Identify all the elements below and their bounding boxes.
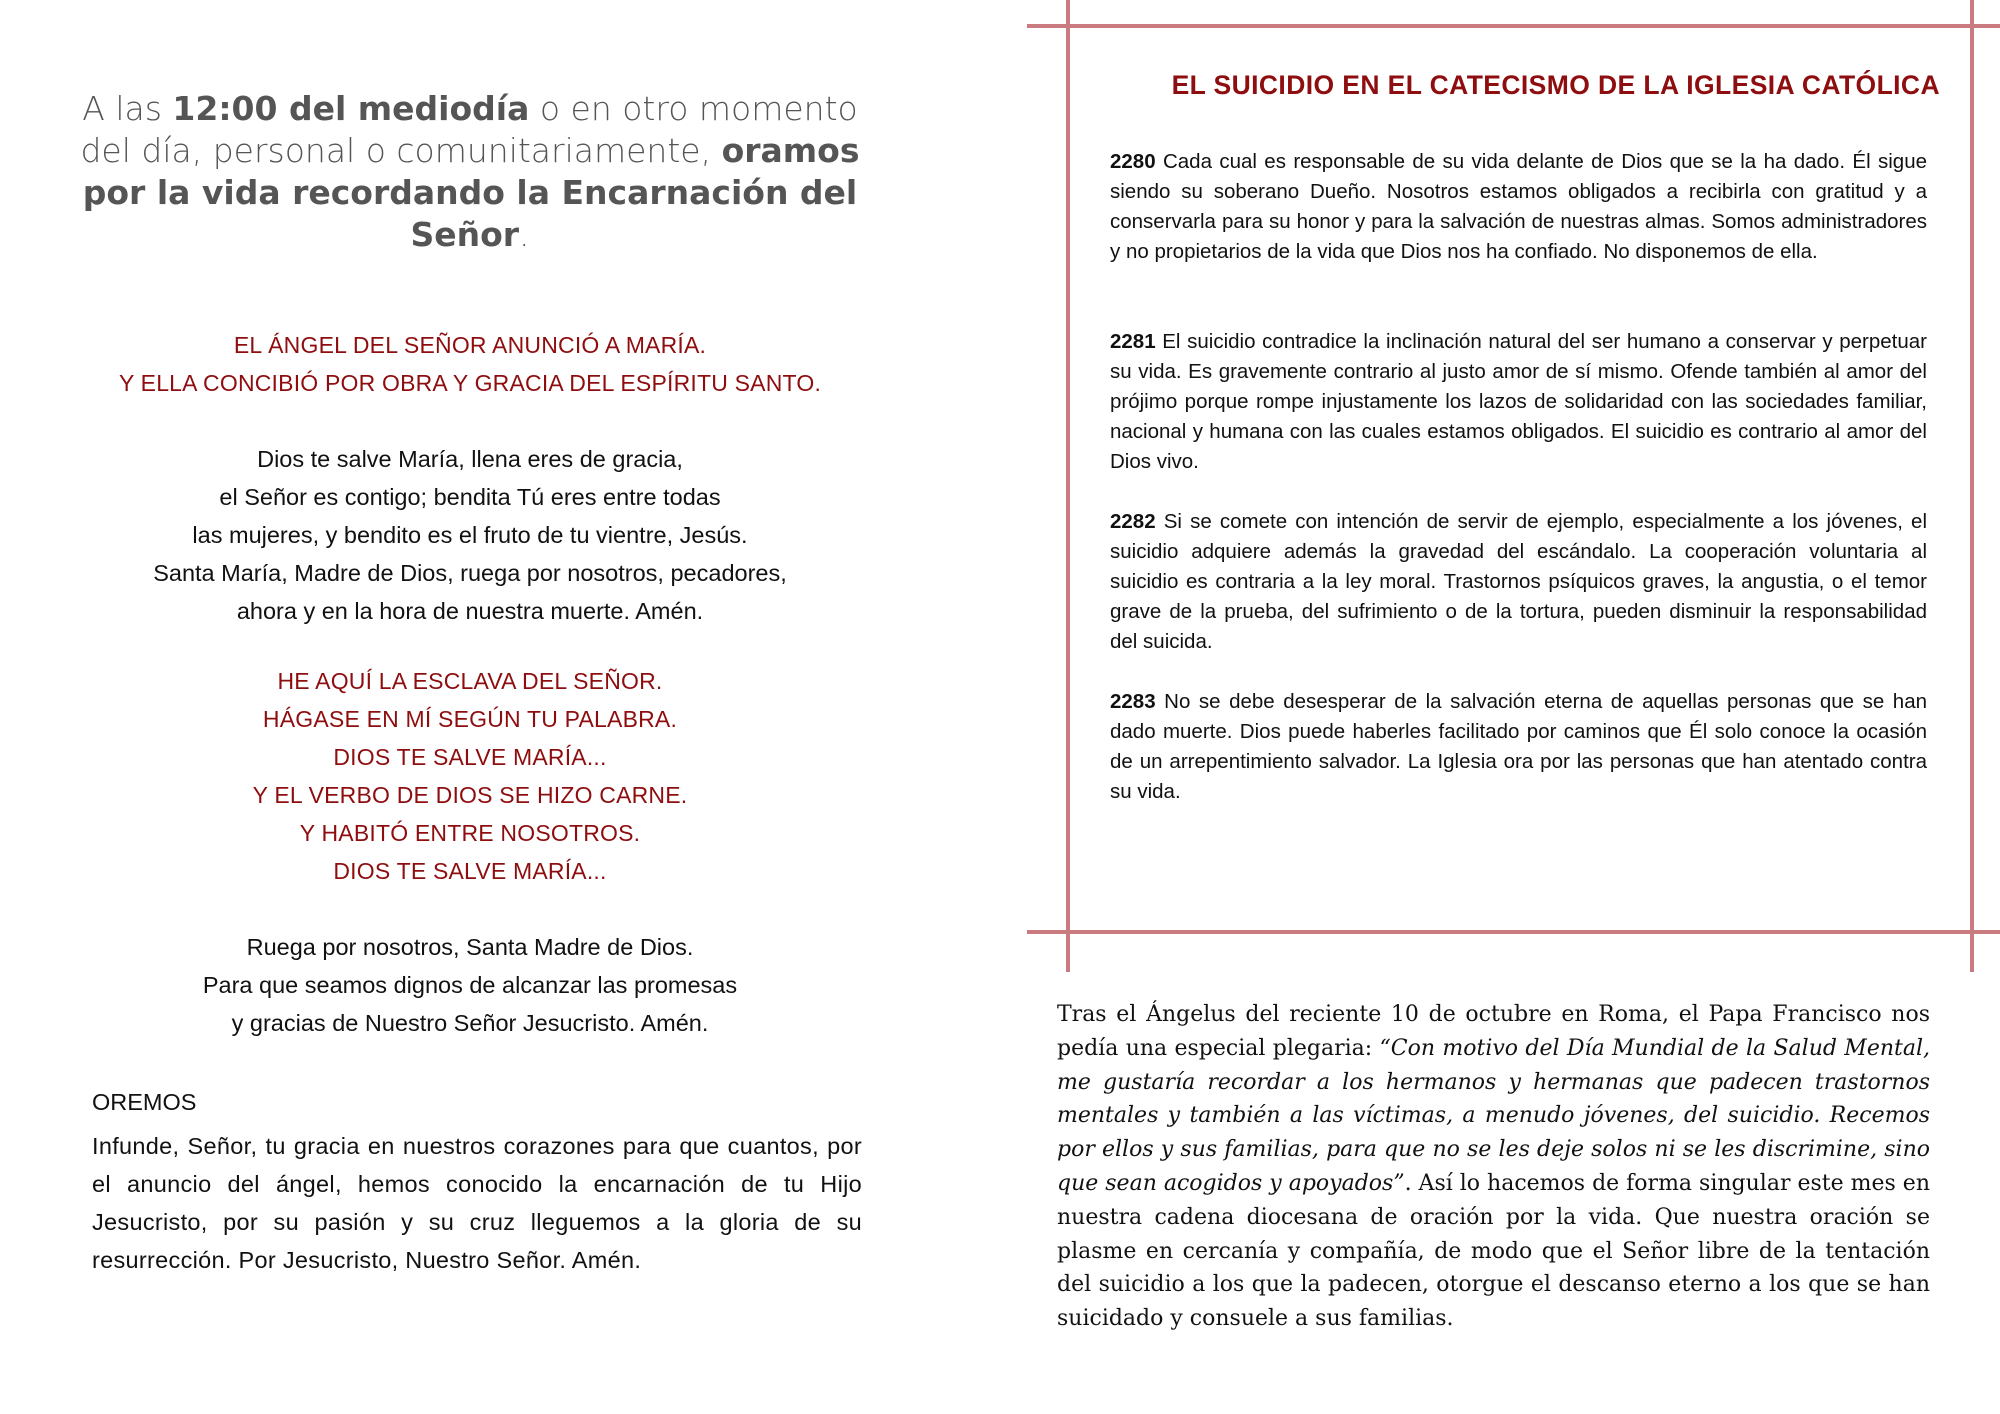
versicle-line: Y HABITÓ ENTRE NOSOTROS.	[299, 820, 641, 846]
versicle-line: DIOS TE SALVE MARÍA...	[333, 858, 607, 884]
versicle-line: HE AQUÍ LA ESCLAVA DEL SEÑOR.	[277, 668, 663, 694]
versicle-line: EL ÁNGEL DEL SEÑOR ANUNCIÓ A MARÍA.	[233, 332, 707, 358]
versicle-block-1	[60, 326, 880, 402]
pope-francis-paragraph	[1057, 998, 1930, 1336]
versicle-line: Y EL VERBO DE DIOS SE HIZO CARNE.	[252, 782, 688, 808]
paragraph-text: Cada cual es responsable de su vida delante de Dios que se la ha dado. Él sigue siendo su soberano Dueño. Nosotros estamos obligados a recibirla con gratitud y a conservarla para su honor y para la salvación de nuestras almas. Somos administradores y no propietarios de la vida que Dios nos ha confiado. No disponemos de ella.	[1110, 150, 1927, 263]
paragraph-intro: Tras el Ángelus del reciente 10 de octubre en Roma, el Papa Francisco nos pedía una especial plegaria:	[1057, 1002, 1930, 1061]
prayer-line: Santa María, Madre de Dios, ruega por nosotros, pecadores,	[153, 560, 787, 586]
catechism-title: EL SUICIDIO EN EL CATECISMO DE LA IGLESIA CATÓLICA	[1171, 70, 1940, 100]
ave-maria-block	[60, 440, 880, 630]
catechism-paragraph-2280	[1110, 147, 1927, 267]
oremos-prayer: Infunde, Señor, tu gracia en nuestros corazones para que cuantos, por el anuncio del ángel, hemos conocido la encarnación de tu Hijo Jesucristo, por su pasión y su cruz lleguemos a la gloria de su resurrección. Por Jesucristo, Nuestro Señor. Amén.	[92, 1133, 862, 1273]
intro-bold-time: 12:00 del mediodía	[172, 89, 530, 128]
pope-quote: “Con motivo del Día Mundial de la Salud Mental, me gustaría recordar a los hermanos y hermanas que padecen trastornos mentales y también a las víctimas, a menudo jóvenes, del suicidio. Recemos por ellos y sus familias, para que no se les deje solos ni se les discrimine, sino que sean acogidos y apoyados”	[1057, 1035, 1931, 1196]
versicle-block-2	[60, 662, 880, 890]
paragraph-rest: . Así lo hacemos de forma singular este mes en nuestra cadena diocesana de oración por la vida. Que nuestra oración se plasme en cercanía y compañía, de modo que el Señor libre de la tentación del suicidio a los que la padecen, otorgue el descanso eterno a los que se han suicidado y consuele a sus familias.	[1057, 1170, 1930, 1332]
prayer-line: las mujeres, y bendito es el fruto de tu vientre, Jesús.	[192, 522, 748, 548]
paragraph-text: Si se comete con intención de servir de ejemplo, especialmente a los jóvenes, el suicidio adquiere además la gravedad del escándalo. La cooperación voluntaria al suicidio es contraria a la ley moral. Trastornos psíquicos graves, la angustia, o el temor grave de la prueba, del sufrimiento o de la tortura, pueden disminuir la responsabilidad del suicida.	[1110, 510, 1927, 653]
frame-line-bottom	[1027, 930, 2000, 934]
prayer-line: Para que seamos dignos de alcanzar las promesas	[202, 972, 738, 998]
prayer-line: Dios te salve María, llena eres de gracia,	[257, 446, 683, 472]
intro-part-2: o en otro momento del día, personal o comunitariamente,	[80, 89, 858, 170]
oremos-heading: OREMOS	[92, 1089, 197, 1115]
prayer-line: y gracias de Nuestro Señor Jesucristo. Amén.	[231, 1010, 709, 1036]
frame-line-top	[1027, 24, 2000, 28]
intro-part-3: .	[519, 215, 530, 254]
paragraph-text: El suicidio contradice la inclinación natural del ser humano a conservar y perpetuar su vida. Es gravemente contrario al justo amor de sí mismo. Ofende también al amor del prójimo porque rompe injustamente los lazos de solidaridad con las sociedades familiar, nacional y humana con las cuales estamos obligados. El suicidio es contrario al amor del Dios vivo.	[1110, 330, 1927, 473]
intro-text	[60, 88, 880, 256]
frame-line-left	[1066, 0, 1070, 972]
intro-part-1: A las	[82, 89, 173, 128]
paragraph-number: 2281	[1110, 330, 1156, 353]
catechism-paragraph-2283	[1110, 687, 1927, 807]
catechism-paragraph-2282	[1110, 507, 1927, 657]
prayer-line: Ruega por nosotros, Santa Madre de Dios.	[246, 934, 694, 960]
paragraph-number: 2283	[1110, 690, 1156, 713]
catechism-paragraph-2281	[1110, 327, 1927, 477]
prayer-line: ahora y en la hora de nuestra muerte. Amén.	[236, 598, 704, 624]
prayer-line: el Señor es contigo; bendita Tú eres entre todas	[219, 484, 721, 510]
paragraph-number: 2282	[1110, 510, 1156, 533]
versicle-line: DIOS TE SALVE MARÍA...	[333, 744, 607, 770]
paragraph-number: 2280	[1110, 150, 1156, 173]
intro-bold-purpose: oramos por la vida recordando la Encarnación del Señor	[82, 131, 860, 254]
frame-line-right	[1970, 0, 1974, 972]
versicle-line: Y ELLA CONCIBIÓ POR OBRA Y GRACIA DEL ESPÍRITU SANTO.	[118, 370, 822, 396]
closing-prayer-block	[60, 928, 880, 1042]
versicle-line: HÁGASE EN MÍ SEGÚN TU PALABRA.	[262, 706, 678, 732]
paragraph-text: No se debe desesperar de la salvación eterna de aquellas personas que se han dado muerte. Dios puede haberles facilitado por caminos que Él solo conoce la ocasión de un arrepentimiento salvador. La Iglesia ora por las personas que han atentado contra su vida.	[1110, 690, 1927, 803]
